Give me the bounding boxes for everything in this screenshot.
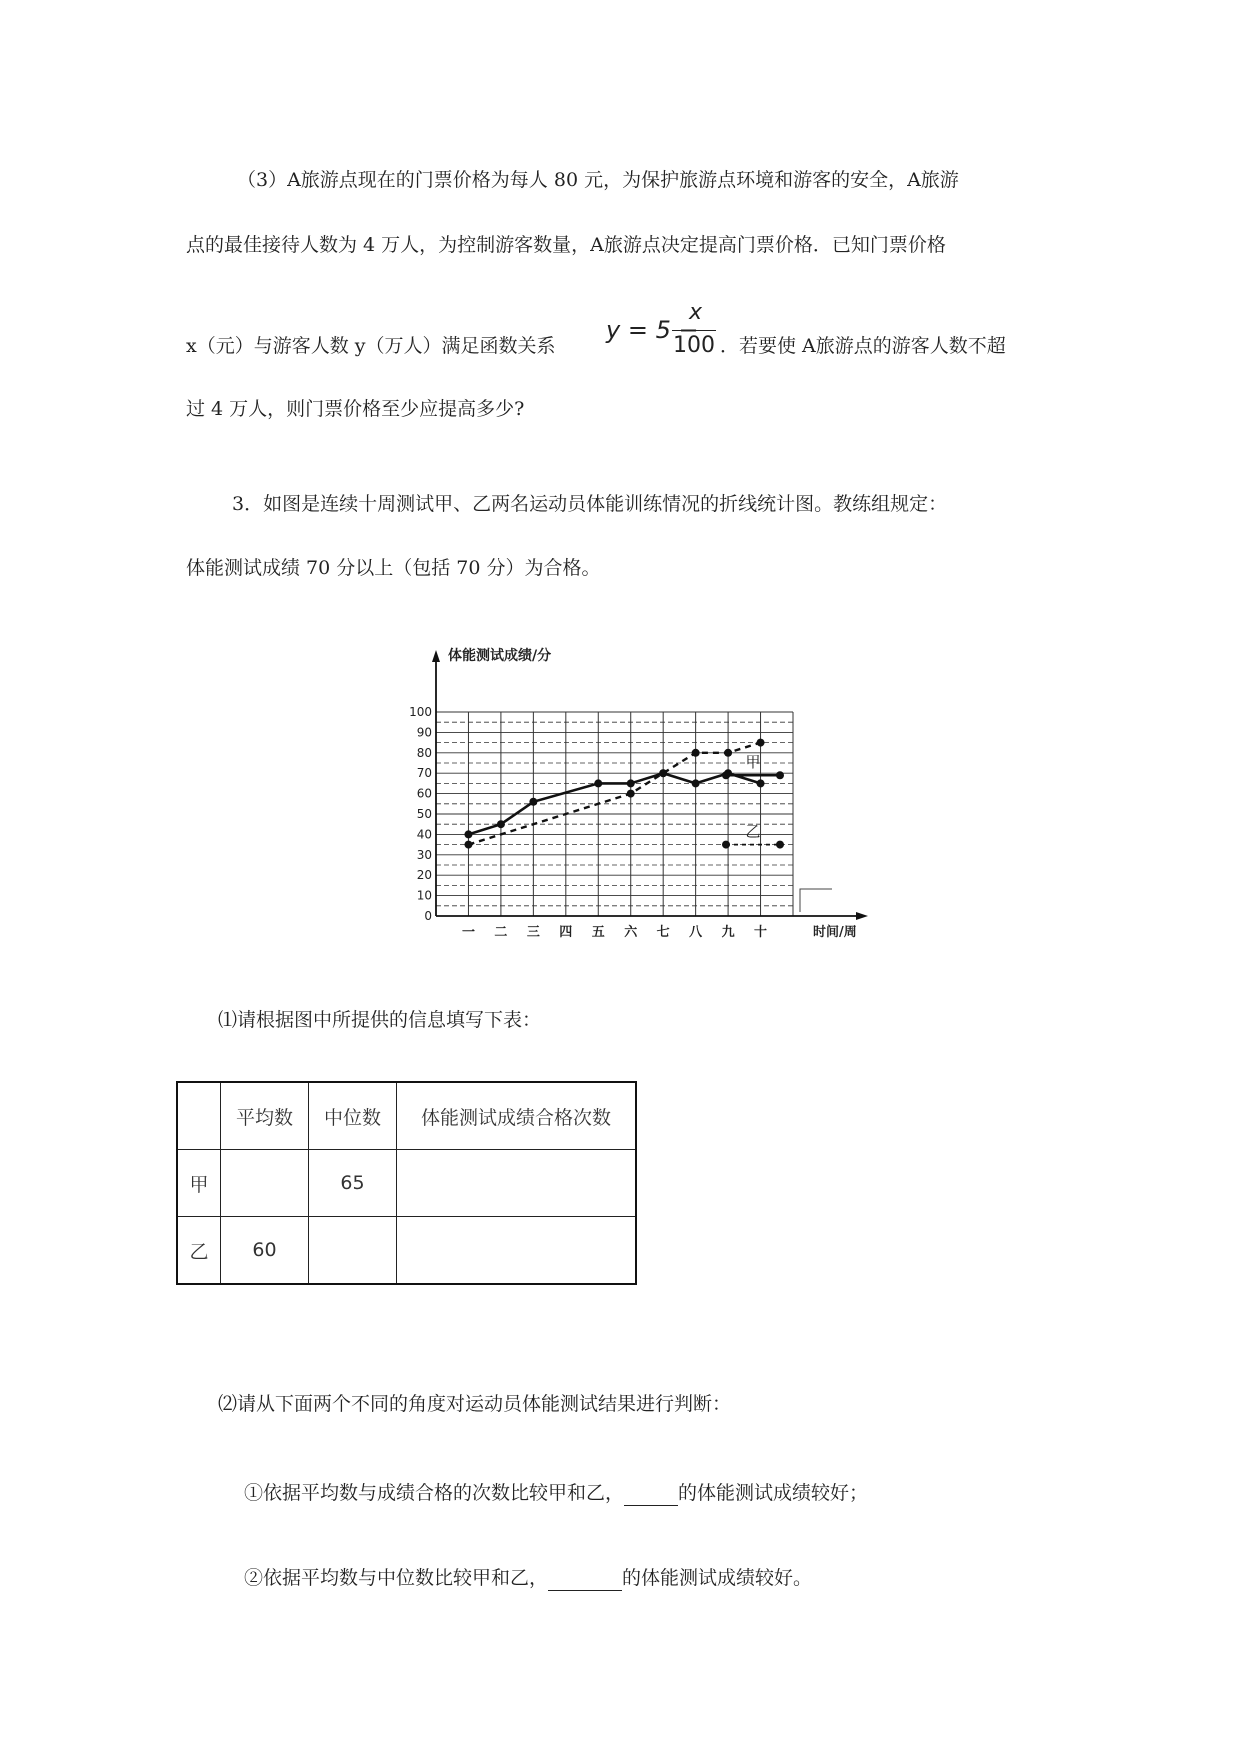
table-header-row xyxy=(177,1082,636,1150)
data-point xyxy=(464,830,472,838)
y-tick-label: 10 xyxy=(416,888,432,903)
data-point xyxy=(464,841,472,849)
legend-marker xyxy=(776,841,784,849)
y-tick-label: 30 xyxy=(416,847,432,862)
judge2-post: 的体能测试成绩较好。 xyxy=(622,1567,813,1589)
table-header-cell xyxy=(177,1082,221,1150)
sub1-text: ⑴请根据图中所提供的信息填写下表： xyxy=(218,1009,542,1031)
data-point xyxy=(497,820,505,828)
legend-marker xyxy=(722,841,730,849)
table-cell: 65 xyxy=(309,1150,397,1217)
fraction-bar xyxy=(672,330,716,331)
y-axis-label: 体能测试成绩/分 xyxy=(448,648,552,664)
table-header-cell: 平均数 xyxy=(221,1082,309,1150)
judge2-pre: ②依据平均数与中位数比较甲和乙， xyxy=(244,1567,549,1589)
x-tick-label: 四 xyxy=(559,925,573,940)
data-point xyxy=(627,779,635,787)
x-tick-label: 一 xyxy=(461,925,475,940)
y-tick-label: 40 xyxy=(416,827,432,842)
table-cell[interactable] xyxy=(397,1217,637,1285)
x-tick-label: 八 xyxy=(689,925,703,940)
q3-line1: 3．如图是连续十周测试甲、乙两名运动员体能训练情况的折线统计图。教练组规定： xyxy=(232,493,948,515)
table-cell[interactable] xyxy=(397,1150,637,1217)
y-tick-label: 90 xyxy=(416,725,432,740)
data-point xyxy=(594,779,602,787)
y-tick-label: 0 xyxy=(424,909,432,923)
table-cell: 甲 xyxy=(177,1150,221,1217)
x-axis-arrow xyxy=(856,912,868,920)
part3-line3-pre: x（元）与游客人数 y（万人）满足函数关系 xyxy=(186,335,556,357)
judge1-pre: ①依据平均数与成绩合格的次数比较甲和乙， xyxy=(244,1482,625,1504)
x-axis-label: 时间/周 xyxy=(813,925,857,940)
y-tick-label: 70 xyxy=(416,766,432,781)
table-cell[interactable] xyxy=(309,1217,397,1285)
answer-table xyxy=(176,1081,637,1285)
legend-marker xyxy=(722,771,730,779)
chart-grid xyxy=(436,712,793,916)
table-row xyxy=(177,1217,636,1285)
x-tick-label: 七 xyxy=(656,925,670,940)
data-point xyxy=(692,749,700,757)
y-tick-label: 20 xyxy=(416,868,432,883)
formula-denominator: 100 xyxy=(673,333,715,358)
table-cell[interactable] xyxy=(221,1150,309,1217)
part3-line2: 点的最佳接待人数为 4 万人，为控制游客数量，A旅游点决定提高门票价格．已知门票价格 xyxy=(186,234,946,256)
y-tick-label: 50 xyxy=(416,807,432,821)
data-point xyxy=(757,739,765,747)
x-tick-label: 六 xyxy=(624,925,638,940)
data-point xyxy=(757,779,765,787)
x-tick-label: 三 xyxy=(526,925,540,940)
table-header-cell: 体能测试成绩合格次数 xyxy=(397,1082,637,1150)
data-point xyxy=(627,790,635,798)
x-tick-label: 十 xyxy=(754,925,768,940)
y-tick-label: 100 xyxy=(409,705,432,719)
y-tick-label: 60 xyxy=(416,786,432,801)
line-chart xyxy=(390,640,890,940)
x-tick-label: 五 xyxy=(591,925,605,940)
x-tick-label: 九 xyxy=(721,925,735,940)
data-point xyxy=(659,769,667,777)
table-row xyxy=(177,1150,636,1217)
part3-line4: 过 4 万人，则门票价格至少应提高多少? xyxy=(186,398,525,420)
data-point xyxy=(692,779,700,787)
part3-line3-post: ．若要使 A旅游点的游客人数不超 xyxy=(720,335,1006,357)
formula-lhs: y = 5 − xyxy=(606,316,699,344)
judge2 xyxy=(244,1566,812,1591)
axis-corner-mark xyxy=(800,889,832,912)
table-cell: 60 xyxy=(221,1217,309,1285)
judge1 xyxy=(244,1481,868,1506)
y-axis-arrow xyxy=(432,650,440,662)
x-tick-label: 二 xyxy=(494,925,508,940)
legend-label: 乙 xyxy=(745,822,761,841)
legend-label: 甲 xyxy=(745,753,761,772)
q3-line2: 体能测试成绩 70 分以上（包括 70 分）为合格。 xyxy=(186,557,601,579)
answer-blank-1[interactable] xyxy=(624,1481,678,1506)
data-point xyxy=(724,749,732,757)
y-tick-label: 80 xyxy=(416,745,432,760)
judge1-post: 的体能测试成绩较好； xyxy=(678,1482,869,1504)
answer-blank-2[interactable] xyxy=(548,1566,622,1591)
sub2-text: ⑵请从下面两个不同的角度对运动员体能测试结果进行判断： xyxy=(218,1393,732,1415)
table-cell: 乙 xyxy=(177,1217,221,1285)
data-point xyxy=(529,798,537,806)
part3-line1: （3）A旅游点现在的门票价格为每人 80 元，为保护旅游点环境和游客的安全，A旅游 xyxy=(237,169,959,191)
legend-marker xyxy=(776,771,784,779)
formula-numerator: x xyxy=(689,300,703,325)
chart-axes xyxy=(432,650,868,920)
table-header-cell: 中位数 xyxy=(309,1082,397,1150)
